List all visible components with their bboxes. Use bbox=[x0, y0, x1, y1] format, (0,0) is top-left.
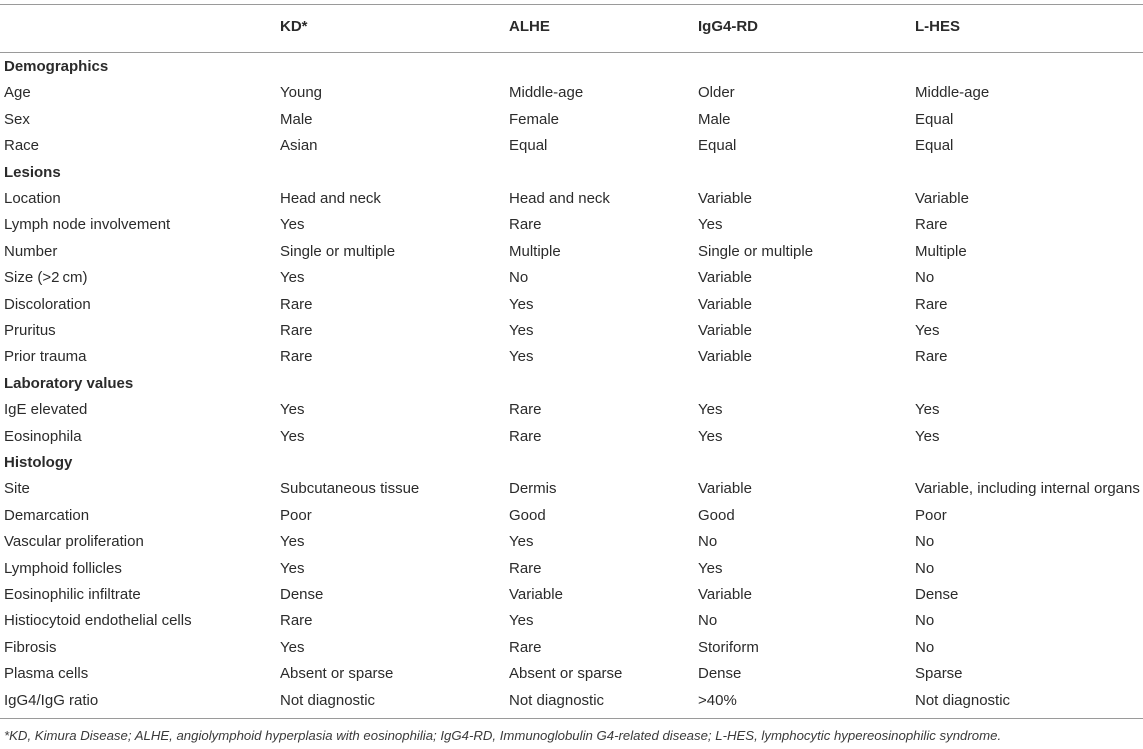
cell-igg4-rd: >40% bbox=[698, 691, 737, 709]
cell-igg4-rd: Storiform bbox=[698, 638, 759, 656]
cell-alhe: Multiple bbox=[509, 242, 561, 260]
cell-l-hes: Rare bbox=[915, 216, 948, 234]
section-title: Laboratory values bbox=[4, 374, 134, 392]
cell-igg4-rd: Dense bbox=[698, 665, 742, 683]
cell-l-hes: No bbox=[915, 612, 935, 630]
cell-kd: Not diagnostic bbox=[280, 691, 376, 709]
cell-alhe: Dermis bbox=[509, 480, 557, 498]
cell-feature: Prior trauma bbox=[4, 348, 87, 366]
cell-igg4-rd: Yes bbox=[698, 401, 723, 419]
section-header-row bbox=[0, 450, 1143, 476]
cell-igg4-rd: Good bbox=[698, 506, 735, 524]
cell-feature: Vascular proliferation bbox=[4, 533, 144, 551]
table-row bbox=[0, 476, 1143, 502]
cell-alhe: Yes bbox=[509, 612, 534, 630]
cell-kd: Rare bbox=[280, 348, 313, 366]
cell-feature: Pruritus bbox=[4, 322, 56, 339]
cell-alhe: Middle-age bbox=[509, 84, 584, 102]
cell-feature: Eosinophila bbox=[4, 427, 82, 445]
cell-igg4-rd: Yes bbox=[698, 427, 723, 445]
header-cell-alhe: ALHE bbox=[509, 18, 550, 35]
cell-feature: Race bbox=[4, 137, 40, 155]
cell-feature: IgG4/IgG ratio bbox=[4, 691, 99, 709]
cell-igg4-rd: Variable bbox=[698, 269, 752, 287]
cell-feature: Discoloration bbox=[4, 295, 91, 313]
cell-kd: Yes bbox=[280, 427, 305, 445]
cell-feature: Sex bbox=[4, 110, 30, 128]
table-row bbox=[0, 133, 1143, 159]
cell-feature: Demarcation bbox=[4, 506, 90, 524]
cell-igg4-rd: No bbox=[698, 533, 718, 551]
cell-kd: Rare bbox=[280, 612, 313, 630]
cell-kd: Asian bbox=[280, 137, 318, 155]
table-row bbox=[0, 318, 1143, 344]
cell-alhe: Yes bbox=[509, 348, 534, 366]
section-title: Histology bbox=[4, 454, 73, 471]
table-row bbox=[0, 582, 1143, 608]
cell-l-hes: No bbox=[915, 559, 935, 577]
cell-igg4-rd: Yes bbox=[698, 216, 723, 234]
cell-igg4-rd: No bbox=[698, 612, 718, 630]
cell-l-hes: Rare bbox=[915, 295, 948, 313]
cell-alhe: Good bbox=[509, 506, 546, 524]
cell-l-hes: Yes bbox=[915, 322, 940, 339]
cell-l-hes: No bbox=[915, 638, 935, 656]
cell-kd: Yes bbox=[280, 638, 305, 656]
cell-igg4-rd: Variable bbox=[698, 322, 752, 339]
cell-alhe: Equal bbox=[509, 137, 548, 155]
cell-feature: Age bbox=[4, 84, 31, 102]
header-cell-igg4-rd: IgG4-RD bbox=[698, 18, 758, 35]
cell-alhe: Not diagnostic bbox=[509, 691, 605, 709]
cell-alhe: No bbox=[509, 269, 529, 287]
section-header-row bbox=[0, 160, 1143, 186]
cell-alhe: Rare bbox=[509, 559, 542, 577]
cell-kd: Poor bbox=[280, 506, 312, 524]
header-cell-l-hes: L-HES bbox=[915, 18, 960, 35]
cell-l-hes: Middle-age bbox=[915, 84, 990, 102]
cell-l-hes: Yes bbox=[915, 401, 940, 419]
table-row bbox=[0, 239, 1143, 265]
cell-l-hes: Not diagnostic bbox=[915, 691, 1011, 709]
cell-feature: Size (>2 cm) bbox=[4, 269, 88, 287]
table-row bbox=[0, 80, 1143, 106]
cell-alhe: Female bbox=[509, 110, 560, 128]
cell-alhe: Head and neck bbox=[509, 190, 610, 207]
table-row bbox=[0, 688, 1143, 714]
header-cell-kd: KD* bbox=[280, 18, 308, 35]
cell-l-hes: Rare bbox=[915, 348, 948, 366]
table-row bbox=[0, 212, 1143, 238]
cell-igg4-rd: Older bbox=[698, 84, 735, 102]
cell-kd: Absent or sparse bbox=[280, 665, 394, 683]
cell-l-hes: No bbox=[915, 533, 935, 551]
table-header-rule bbox=[0, 52, 1143, 53]
table-row bbox=[0, 424, 1143, 450]
cell-feature: Eosinophilic infiltrate bbox=[4, 586, 141, 603]
cell-kd: Yes bbox=[280, 269, 305, 287]
cell-igg4-rd: Variable bbox=[698, 295, 752, 313]
cell-kd: Head and neck bbox=[280, 190, 381, 207]
table-row bbox=[0, 503, 1143, 529]
cell-igg4-rd: Single or multiple bbox=[698, 242, 814, 260]
cell-alhe: Yes bbox=[509, 295, 534, 313]
cell-kd: Single or multiple bbox=[280, 242, 396, 260]
cell-kd: Dense bbox=[280, 586, 324, 603]
cell-feature: Lymphoid follicles bbox=[4, 559, 122, 577]
cell-feature: Location bbox=[4, 190, 61, 207]
table-row bbox=[0, 107, 1143, 133]
section-header-row bbox=[0, 54, 1143, 80]
cell-kd: Rare bbox=[280, 322, 313, 339]
cell-l-hes: Poor bbox=[915, 506, 947, 524]
cell-igg4-rd: Male bbox=[698, 110, 731, 128]
cell-alhe: Rare bbox=[509, 638, 542, 656]
cell-igg4-rd: Variable bbox=[698, 480, 752, 498]
table-row bbox=[0, 265, 1143, 291]
table-header-row bbox=[0, 10, 1143, 44]
cell-igg4-rd: Variable bbox=[698, 586, 752, 603]
cell-kd: Yes bbox=[280, 401, 305, 419]
cell-feature: Site bbox=[4, 480, 30, 498]
section-title: Lesions bbox=[4, 163, 61, 181]
cell-l-hes: Equal bbox=[915, 110, 954, 128]
section-title: Demographics bbox=[4, 58, 109, 75]
cell-kd: Male bbox=[280, 110, 313, 128]
cell-feature: Fibrosis bbox=[4, 638, 57, 656]
cell-alhe: Absent or sparse bbox=[509, 665, 623, 683]
cell-kd: Subcutaneous tissue bbox=[280, 480, 420, 498]
cell-alhe: Rare bbox=[509, 401, 542, 419]
cell-alhe: Variable bbox=[509, 586, 563, 603]
cell-alhe: Yes bbox=[509, 322, 534, 339]
cell-feature: Lymph node involvement bbox=[4, 216, 171, 234]
section-header-row bbox=[0, 371, 1143, 397]
cell-kd: Yes bbox=[280, 559, 305, 577]
table-bottom-rule bbox=[0, 718, 1143, 719]
cell-igg4-rd: Variable bbox=[698, 348, 752, 366]
cell-l-hes: Variable bbox=[915, 190, 969, 207]
table-row bbox=[0, 397, 1143, 423]
cell-l-hes: Variable, including internal organs bbox=[915, 480, 1140, 498]
cell-kd: Rare bbox=[280, 295, 313, 313]
table-top-rule bbox=[0, 4, 1143, 5]
cell-l-hes: No bbox=[915, 269, 935, 287]
table-row bbox=[0, 186, 1143, 212]
table-row bbox=[0, 529, 1143, 555]
cell-igg4-rd: Yes bbox=[698, 559, 723, 577]
table-row bbox=[0, 344, 1143, 370]
table-row bbox=[0, 608, 1143, 634]
cell-igg4-rd: Equal bbox=[698, 137, 737, 155]
cell-kd: Yes bbox=[280, 533, 305, 551]
cell-feature: IgE elevated bbox=[4, 401, 88, 419]
cell-kd: Yes bbox=[280, 216, 305, 234]
table-row bbox=[0, 635, 1143, 661]
cell-l-hes: Dense bbox=[915, 586, 959, 603]
cell-alhe: Yes bbox=[509, 533, 534, 551]
cell-igg4-rd: Variable bbox=[698, 190, 752, 207]
cell-alhe: Rare bbox=[509, 216, 542, 234]
table-footnote: *KD, Kimura Disease; ALHE, angiolymphoid hyperplasia with eosinophilia; IgG4-RD, Immunoglobulin G4-related disease; L-HES, lymphocytic hypereosinophilic syndrome. bbox=[4, 728, 1002, 743]
cell-kd: Young bbox=[280, 84, 322, 102]
cell-l-hes: Sparse bbox=[915, 665, 963, 683]
cell-feature: Histiocytoid endothelial cells bbox=[4, 612, 192, 630]
cell-alhe: Rare bbox=[509, 427, 542, 445]
table-row bbox=[0, 292, 1143, 318]
cell-feature: Plasma cells bbox=[4, 665, 89, 683]
table-row bbox=[0, 556, 1143, 582]
cell-l-hes: Multiple bbox=[915, 242, 967, 260]
cell-l-hes: Equal bbox=[915, 137, 954, 155]
cell-l-hes: Yes bbox=[915, 427, 940, 445]
cell-feature: Number bbox=[4, 242, 58, 260]
table-row bbox=[0, 661, 1143, 687]
